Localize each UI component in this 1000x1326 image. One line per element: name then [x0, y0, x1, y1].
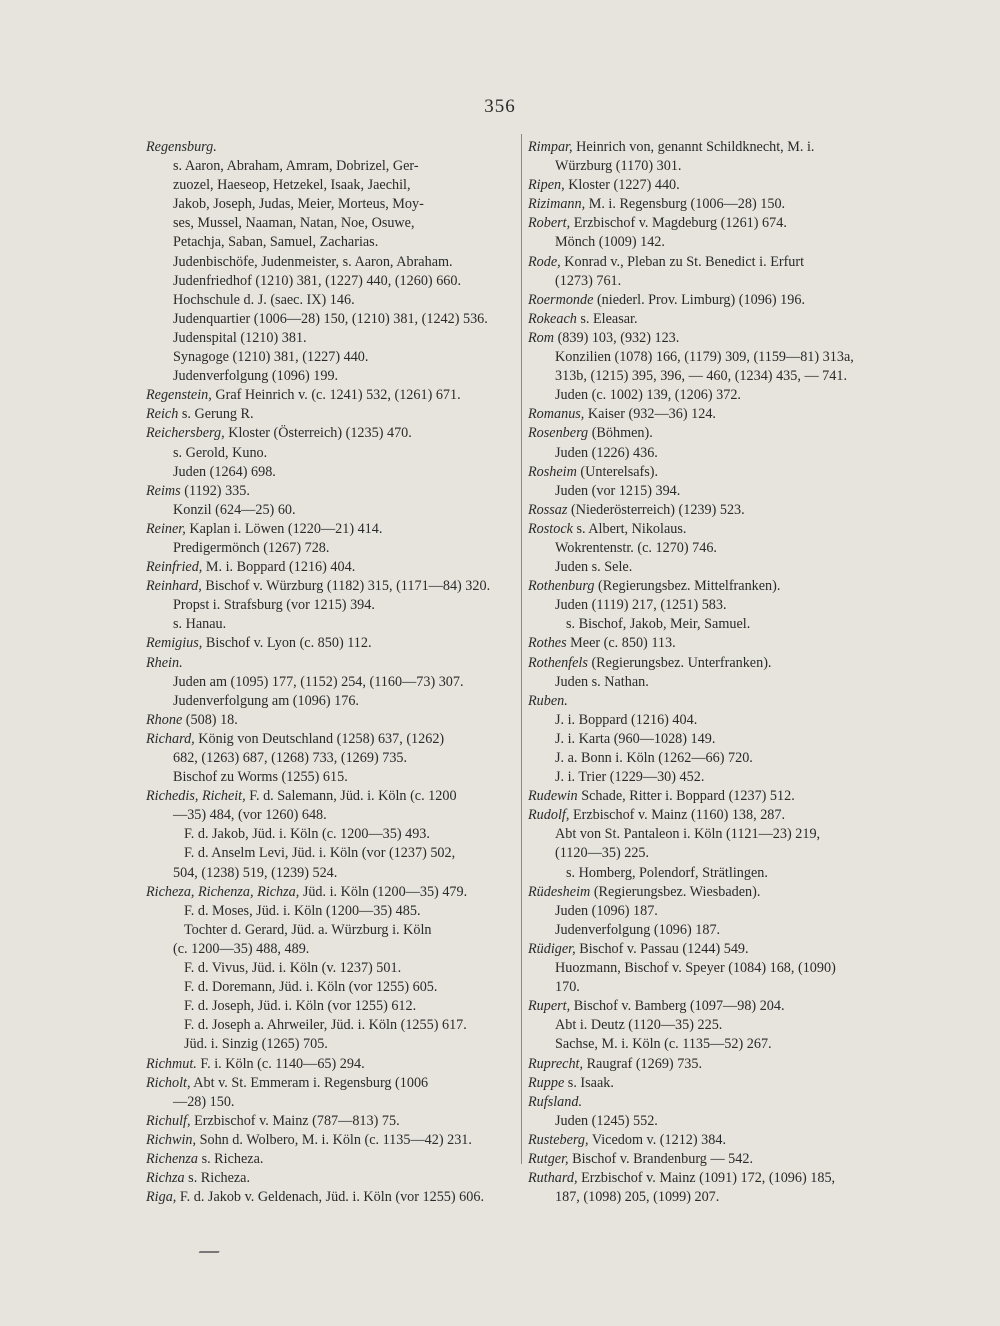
- index-entry-text: Bischof v. Brandenburg — 542.: [568, 1150, 754, 1167]
- index-entry-text: M. i. Regensburg (1006—28) 150.: [585, 196, 786, 213]
- index-entry-text: s. Albert, Nikolaus.: [572, 520, 687, 537]
- index-entry-line: [528, 1131, 912, 1150]
- index-headword: Richedis, Richeit,: [146, 788, 246, 805]
- column-divider: [521, 134, 522, 1164]
- index-headword: Rhein.: [146, 654, 183, 671]
- index-headword: Roermonde: [528, 291, 594, 308]
- index-headword: Ruben.: [528, 692, 568, 709]
- index-entry-text: F. d. Moses, Jüd. i. Köln (1200—35) 485.: [184, 902, 421, 919]
- index-entry-line: [528, 730, 912, 749]
- index-entry-line: [146, 1188, 518, 1207]
- index-entry-line: [146, 940, 518, 959]
- index-entry-text: Judenbischöfe, Judenmeister, s. Aaron, Abraham.: [173, 253, 453, 270]
- index-headword: Richmut.: [146, 1055, 197, 1072]
- index-headword: Richulf,: [146, 1112, 191, 1129]
- index-entry-line: [528, 195, 912, 214]
- index-entry-text: Bischof zu Worms (1255) 615.: [173, 769, 348, 786]
- index-column-right: [528, 138, 912, 1207]
- index-entry-line: [146, 539, 518, 558]
- index-entry-text: Petachja, Saban, Samuel, Zacharias.: [173, 234, 379, 251]
- index-entry-line: [528, 1188, 912, 1207]
- index-entry-line: [528, 921, 912, 940]
- index-entry-line: [146, 367, 518, 386]
- index-headword: Remigius,: [146, 635, 203, 652]
- index-headword: Rhone: [146, 711, 183, 728]
- index-entry-line: [146, 329, 518, 348]
- index-entry-text: F. i. Köln (c. 1140—65) 294.: [196, 1055, 365, 1072]
- index-entry-line: [146, 921, 518, 940]
- index-entry-text: s. Homberg, Polendorf, Strätlingen.: [566, 864, 768, 881]
- index-entry-text: Judenverfolgung (1096) 199.: [173, 368, 339, 385]
- index-entry-text: Konzilien (1078) 166, (1179) 309, (1159—81) 313a,: [555, 349, 854, 366]
- index-entry-text: s. Gerold, Kuno.: [173, 444, 268, 461]
- index-entry-line: [528, 157, 912, 176]
- index-entry-line: [146, 615, 518, 634]
- index-headword: Richwin,: [146, 1131, 197, 1148]
- index-entry-line: [528, 1112, 912, 1131]
- index-entry-line: [146, 176, 518, 195]
- index-entry-text: Bischof v. Passau (1244) 549.: [575, 940, 749, 957]
- index-entry-text: Erzbischof v. Mainz (787—813) 75.: [190, 1112, 400, 1129]
- index-entry-text: F. d. Joseph a. Ahrweiler, Jüd. i. Köln (1255) 617.: [184, 1017, 467, 1034]
- index-entry-text: König von Deutschland (1258) 637, (1262): [194, 730, 445, 747]
- index-entry-text: 187, (1098) 205, (1099) 207.: [555, 1189, 720, 1206]
- index-entry-text: M. i. Boppard (1216) 404.: [202, 559, 356, 576]
- index-entry-line: [146, 310, 518, 329]
- index-entry-line: [146, 405, 518, 424]
- index-entry-text: Graf Heinrich v. (c. 1241) 532, (1261) 671.: [211, 387, 461, 404]
- index-entry-line: [146, 634, 518, 653]
- index-entry-text: Mönch (1009) 142.: [555, 234, 665, 251]
- index-headword: Rosheim: [528, 463, 577, 480]
- index-entry-line: [146, 1016, 518, 1035]
- index-entry-line: [528, 424, 912, 443]
- index-entry-text: 313b, (1215) 395, 396, — 460, (1234) 435, — 741.: [555, 368, 848, 385]
- index-headword: Rothes: [528, 635, 567, 652]
- index-entry-text: —28) 150.: [173, 1093, 235, 1110]
- index-entry-text: F. d. Jakob v. Geldenach, Jüd. i. Köln (vor 1255) 606.: [176, 1189, 485, 1206]
- index-entry-text: (Böhmen).: [588, 425, 653, 442]
- index-entry-line: [528, 214, 912, 233]
- index-headword: Rufsland.: [528, 1093, 582, 1110]
- index-entry-text: Judenquartier (1006—28) 150, (1210) 381, (1242) 536.: [173, 310, 488, 327]
- index-entry-text: Propst i. Strafsburg (vor 1215) 394.: [173, 597, 375, 614]
- index-entry-line: [146, 768, 518, 787]
- index-entry-line: [146, 902, 518, 921]
- index-headword: Rizimann,: [528, 196, 586, 213]
- index-entry-text: —35) 484, (vor 1260) 648.: [173, 807, 327, 824]
- index-entry-line: [146, 711, 518, 730]
- index-entry-line: [528, 1150, 912, 1169]
- index-entry-text: (niederl. Prov. Limburg) (1096) 196.: [593, 291, 805, 308]
- index-entry-text: F. d. Anselm Levi, Jüd. i. Köln (vor (1237) 502,: [184, 845, 456, 862]
- index-entry-line: [528, 1055, 912, 1074]
- index-entry-text: Schade, Ritter i. Boppard (1237) 512.: [577, 788, 795, 805]
- index-entry-line: [528, 138, 912, 157]
- index-entry-text: Juden (1245) 552.: [555, 1112, 658, 1129]
- index-entry-text: Juden (1264) 698.: [173, 463, 276, 480]
- index-entry-line: [146, 482, 518, 501]
- index-entry-text: (Unterelsafs).: [576, 463, 659, 480]
- index-entry-line: [528, 959, 912, 978]
- index-entry-text: (Regierungsbez. Wiesbaden).: [590, 883, 761, 900]
- index-entry-text: (Niederösterreich) (1239) 523.: [567, 501, 745, 518]
- index-entry-line: [528, 787, 912, 806]
- index-entry-text: Jüd. i. Sinzig (1265) 705.: [184, 1036, 328, 1053]
- index-headword: Romanus,: [528, 406, 585, 423]
- index-entry-text: Judenverfolgung (1096) 187.: [555, 921, 721, 938]
- index-entry-text: s. Aaron, Abraham, Amram, Dobrizel, Ger-: [173, 158, 419, 175]
- index-entry-text: (1192) 335.: [180, 482, 250, 499]
- index-entry-line: [146, 138, 518, 157]
- index-entry-line: [528, 405, 912, 424]
- index-entry-line: [146, 825, 518, 844]
- index-entry-line: [146, 424, 518, 443]
- index-entry-text: Judenfriedhof (1210) 381, (1227) 440, (1260) 660.: [173, 272, 462, 289]
- index-entry-line: [528, 444, 912, 463]
- index-headword: Ripen,: [528, 177, 565, 194]
- index-entry-line: [528, 1016, 912, 1035]
- index-headword: Rostock: [528, 520, 573, 537]
- index-headword: Robert,: [528, 215, 571, 232]
- index-entry-text: Judenspital (1210) 381.: [173, 329, 307, 346]
- index-entry-text: Bischof v. Lyon (c. 850) 112.: [202, 635, 372, 652]
- index-headword: Richza: [146, 1170, 185, 1187]
- index-entry-text: Sohn d. Wolbero, M. i. Köln (c. 1135—42) 231.: [196, 1131, 472, 1148]
- index-entry-text: Juden s. Sele.: [555, 559, 633, 576]
- index-entry-text: Judenverfolgung am (1096) 176.: [173, 692, 359, 709]
- index-entry-line: [146, 501, 518, 520]
- index-entry-line: [528, 615, 912, 634]
- index-headword: Reinhard,: [146, 578, 202, 595]
- index-entry-text: Meer (c. 850) 113.: [566, 635, 676, 652]
- index-entry-line: [528, 1093, 912, 1112]
- index-entry-line: [146, 233, 518, 252]
- index-entry-line: [528, 997, 912, 1016]
- index-headword: Reinfried,: [146, 559, 203, 576]
- index-headword: Richeza, Richenza, Richza,: [146, 883, 300, 900]
- index-entry-line: [528, 577, 912, 596]
- index-entry-line: [146, 348, 518, 367]
- index-entry-line: [146, 157, 518, 176]
- index-entry-line: [528, 539, 912, 558]
- index-entry-line: [146, 253, 518, 272]
- index-entry-line: [146, 291, 518, 310]
- index-headword: Rudolf,: [528, 807, 570, 824]
- index-entry-text: J. i. Trier (1229—30) 452.: [555, 769, 705, 786]
- index-entry-text: Bischof v. Würzburg (1182) 315, (1171—84) 320.: [201, 578, 491, 595]
- index-entry-text: Abt i. Deutz (1120—35) 225.: [555, 1017, 723, 1034]
- index-headword: Ruppe: [528, 1074, 565, 1091]
- index-entry-text: 504, (1238) 519, (1239) 524.: [173, 864, 338, 881]
- index-entry-text: 682, (1263) 687, (1268) 733, (1269) 735.: [173, 750, 408, 766]
- index-entry-text: Kloster (Österreich) (1235) 470.: [224, 425, 412, 442]
- index-entry-text: Juden s. Nathan.: [555, 673, 649, 690]
- index-entry-line: [146, 1112, 518, 1131]
- index-entry-line: [528, 1035, 912, 1054]
- index-headword: Rom: [528, 329, 555, 346]
- index-headword: Reims: [146, 482, 181, 499]
- index-headword: Rossaz: [528, 501, 568, 518]
- index-entry-text: Heinrich von, genannt Schildknecht, M. i.: [572, 139, 815, 155]
- index-entry-line: [146, 1055, 518, 1074]
- index-entry-text: Juden (1119) 217, (1251) 583.: [555, 597, 727, 614]
- index-headword: Rosenberg: [528, 425, 589, 442]
- index-entry-line: [146, 673, 518, 692]
- index-column-left: [146, 138, 518, 1207]
- index-entry-line: [528, 634, 912, 653]
- index-entry-line: [146, 654, 518, 673]
- index-entry-line: [528, 844, 912, 863]
- index-entry-text: Juden (1096) 187.: [555, 902, 658, 919]
- index-entry-line: [528, 463, 912, 482]
- index-entry-text: Predigermönch (1267) 728.: [173, 539, 330, 556]
- index-headword: Reich: [146, 406, 179, 423]
- index-entry-text: F. d. Vivus, Jüd. i. Köln (v. 1237) 501.: [184, 960, 402, 977]
- index-entry-line: [146, 1131, 518, 1150]
- index-entry-text: Juden (1226) 436.: [555, 444, 658, 461]
- index-entry-text: ses, Mussel, Naaman, Natan, Noe, Osuwe,: [173, 215, 415, 232]
- index-entry-line: [146, 978, 518, 997]
- index-entry-text: (Regierungsbez. Mittelfranken).: [594, 578, 781, 595]
- index-entry-line: [146, 749, 518, 768]
- index-entry-text: (1120—35) 225.: [555, 845, 650, 862]
- index-entry-line: [146, 864, 518, 883]
- index-entry-text: Abt v. St. Emmeram i. Regensburg (1006: [190, 1074, 429, 1091]
- index-headword: Ruprecht,: [528, 1055, 584, 1072]
- index-entry-text: Hochschule d. J. (saec. IX) 146.: [173, 291, 355, 308]
- index-entry-text: 170.: [555, 979, 580, 996]
- index-entry-line: [528, 558, 912, 577]
- index-entry-text: s. Richeza.: [198, 1150, 264, 1167]
- index-headword: Ruthard,: [528, 1170, 578, 1187]
- index-headword: Riga,: [146, 1189, 177, 1206]
- index-entry-line: [528, 711, 912, 730]
- index-entry-line: [528, 940, 912, 959]
- index-entry-text: F. d. Salemann, Jüd. i. Köln (c. 1200: [245, 788, 457, 805]
- pencil-mark: [196, 1251, 219, 1257]
- index-entry-line: [528, 176, 912, 195]
- index-entry-line: [528, 291, 912, 310]
- index-entry-text: Vicedom v. (1212) 384.: [588, 1131, 727, 1148]
- index-headword: Rüdiger,: [528, 940, 576, 957]
- index-entry-line: [146, 692, 518, 711]
- index-entry-text: F. d. Joseph, Jüd. i. Köln (vor 1255) 612.: [184, 998, 417, 1015]
- index-entry-text: Konzil (624—25) 60.: [173, 501, 296, 518]
- index-entry-line: [528, 386, 912, 405]
- index-entry-text: Abt von St. Pantaleon i. Köln (1121—23) 219,: [555, 826, 821, 843]
- index-entry-line: [528, 864, 912, 883]
- index-entry-line: [146, 883, 518, 902]
- index-headword: Rudewin: [528, 788, 578, 805]
- index-entry-text: s. Isaak.: [564, 1074, 614, 1091]
- index-headword: Regensburg.: [146, 139, 217, 155]
- index-entry-line: [528, 348, 912, 367]
- index-entry-text: (c. 1200—35) 488, 489.: [173, 940, 310, 957]
- index-headword: Rothenburg: [528, 578, 595, 595]
- index-entry-line: [146, 1150, 518, 1169]
- index-entry-line: [528, 883, 912, 902]
- index-entry-line: [146, 1169, 518, 1188]
- index-entry-line: [146, 195, 518, 214]
- index-entry-text: (1273) 761.: [555, 272, 622, 289]
- index-entry-text: Juden (vor 1215) 394.: [555, 482, 681, 499]
- index-entry-line: [528, 806, 912, 825]
- index-entry-line: [528, 253, 912, 272]
- index-entry-text: (508) 18.: [182, 711, 238, 728]
- index-entry-line: [528, 654, 912, 673]
- index-entry-line: [146, 1035, 518, 1054]
- index-entry-line: [146, 730, 518, 749]
- index-entry-line: [146, 997, 518, 1016]
- index-entry-text: Erzbischof v. Mainz (1091) 172, (1096) 185,: [577, 1170, 836, 1187]
- index-entry-text: s. Richeza.: [184, 1170, 251, 1187]
- index-headword: Reichersberg,: [146, 425, 225, 442]
- index-entry-text: Jüd. i. Köln (1200—35) 479.: [299, 883, 468, 900]
- index-entry-text: Erzbischof v. Magdeburg (1261) 674.: [570, 215, 787, 232]
- index-entry-text: Sachse, M. i. Köln (c. 1135—52) 267.: [555, 1036, 772, 1053]
- index-entry-line: [528, 1169, 912, 1188]
- index-entry-text: zuozel, Haeseop, Hetzekel, Isaak, Jaechil,: [173, 177, 411, 194]
- index-entry-text: s. Eleasar.: [576, 310, 638, 327]
- index-entry-line: [146, 558, 518, 577]
- index-entry-text: Kloster (1227) 440.: [564, 177, 680, 194]
- index-entry-text: Würzburg (1170) 301.: [555, 158, 682, 175]
- index-entry-line: [146, 844, 518, 863]
- index-entry-line: [528, 749, 912, 768]
- index-headword: Regenstein,: [146, 387, 212, 404]
- index-entry-text: J. a. Bonn i. Köln (1262—66) 720.: [555, 750, 753, 766]
- index-entry-line: [528, 978, 912, 997]
- index-entry-text: J. i. Boppard (1216) 404.: [555, 711, 698, 728]
- index-headword: Rüdesheim: [528, 883, 591, 900]
- index-entry-text: F. d. Doremann, Jüd. i. Köln (vor 1255) 605.: [184, 979, 438, 996]
- index-entry-text: Tochter d. Gerard, Jüd. a. Würzburg i. Köln: [184, 921, 432, 938]
- index-entry-line: [528, 367, 912, 386]
- index-entry-text: Synagoge (1210) 381, (1227) 440.: [173, 349, 369, 366]
- index-entry-line: [146, 463, 518, 482]
- index-entry-line: [528, 692, 912, 711]
- index-entry-text: F. d. Jakob, Jüd. i. Köln (c. 1200—35) 493.: [184, 826, 430, 843]
- index-entry-line: [528, 673, 912, 692]
- index-entry-text: (Regierungsbez. Unterfranken).: [587, 654, 772, 671]
- index-entry-line: [146, 577, 518, 596]
- index-headword: Richolt,: [146, 1074, 191, 1091]
- index-headword: Richenza: [146, 1150, 199, 1167]
- index-entry-line: [146, 806, 518, 825]
- index-entry-text: J. i. Karta (960—1028) 149.: [555, 730, 716, 747]
- index-entry-line: [146, 787, 518, 806]
- index-headword: Rupert,: [528, 998, 571, 1015]
- index-entry-line: [146, 959, 518, 978]
- index-entry-line: [528, 272, 912, 291]
- index-entry-text: s. Gerung R.: [178, 406, 254, 423]
- index-entry-text: s. Hanau.: [173, 616, 227, 633]
- index-entry-line: [528, 501, 912, 520]
- index-entry-text: Huozmann, Bischof v. Speyer (1084) 168, (1090): [555, 960, 836, 977]
- index-entry-line: [146, 386, 518, 405]
- index-entry-text: Wokrentenstr. (c. 1270) 746.: [555, 539, 717, 556]
- index-entry-line: [146, 596, 518, 615]
- index-entry-text: Kaplan i. Löwen (1220—21) 414.: [185, 520, 383, 537]
- index-entry-line: [146, 272, 518, 291]
- index-entry-text: Juden am (1095) 177, (1152) 254, (1160—73) 307.: [173, 673, 464, 690]
- index-entry-text: Juden (c. 1002) 139, (1206) 372.: [555, 387, 741, 404]
- index-entry-text: Bischof v. Bamberg (1097—98) 204.: [570, 998, 785, 1015]
- index-entry-text: Konrad v., Pleban zu St. Benedict i. Erfurt: [560, 253, 805, 270]
- index-entry-text: Kaiser (932—36) 124.: [584, 406, 716, 423]
- index-headword: Richard,: [146, 730, 195, 747]
- index-entry-line: [146, 214, 518, 233]
- index-entry-line: [528, 233, 912, 252]
- index-entry-line: [528, 329, 912, 348]
- index-entry-line: [528, 825, 912, 844]
- index-entry-text: Erzbischof v. Mainz (1160) 138, 287.: [569, 807, 786, 824]
- index-entry-line: [528, 902, 912, 921]
- index-entry-line: [528, 1074, 912, 1093]
- index-headword: Rusteberg,: [528, 1131, 589, 1148]
- index-entry-line: [146, 444, 518, 463]
- index-entry-text: Raugraf (1269) 735.: [583, 1055, 703, 1072]
- index-headword: Rothenfels: [528, 654, 588, 671]
- index-entry-text: (839) 103, (932) 123.: [554, 329, 680, 346]
- index-entry-line: [528, 768, 912, 787]
- index-entry-line: [146, 1074, 518, 1093]
- index-entry-line: [146, 520, 518, 539]
- index-headword: Reiner,: [146, 520, 186, 537]
- index-entry-line: [528, 482, 912, 501]
- index-entry-line: [528, 310, 912, 329]
- index-entry-text: Jakob, Joseph, Judas, Meier, Morteus, Moy-: [173, 196, 424, 213]
- index-headword: Rokeach: [528, 310, 577, 327]
- index-entry-text: s. Bischof, Jakob, Meir, Samuel.: [566, 616, 751, 633]
- index-entry-line: [528, 520, 912, 539]
- index-entry-line: [146, 1093, 518, 1112]
- index-headword: Rutger,: [528, 1150, 569, 1167]
- index-headword: Rimpar,: [528, 139, 573, 155]
- index-headword: Rode,: [528, 253, 561, 270]
- index-entry-line: [528, 596, 912, 615]
- page-number: 356: [484, 96, 516, 117]
